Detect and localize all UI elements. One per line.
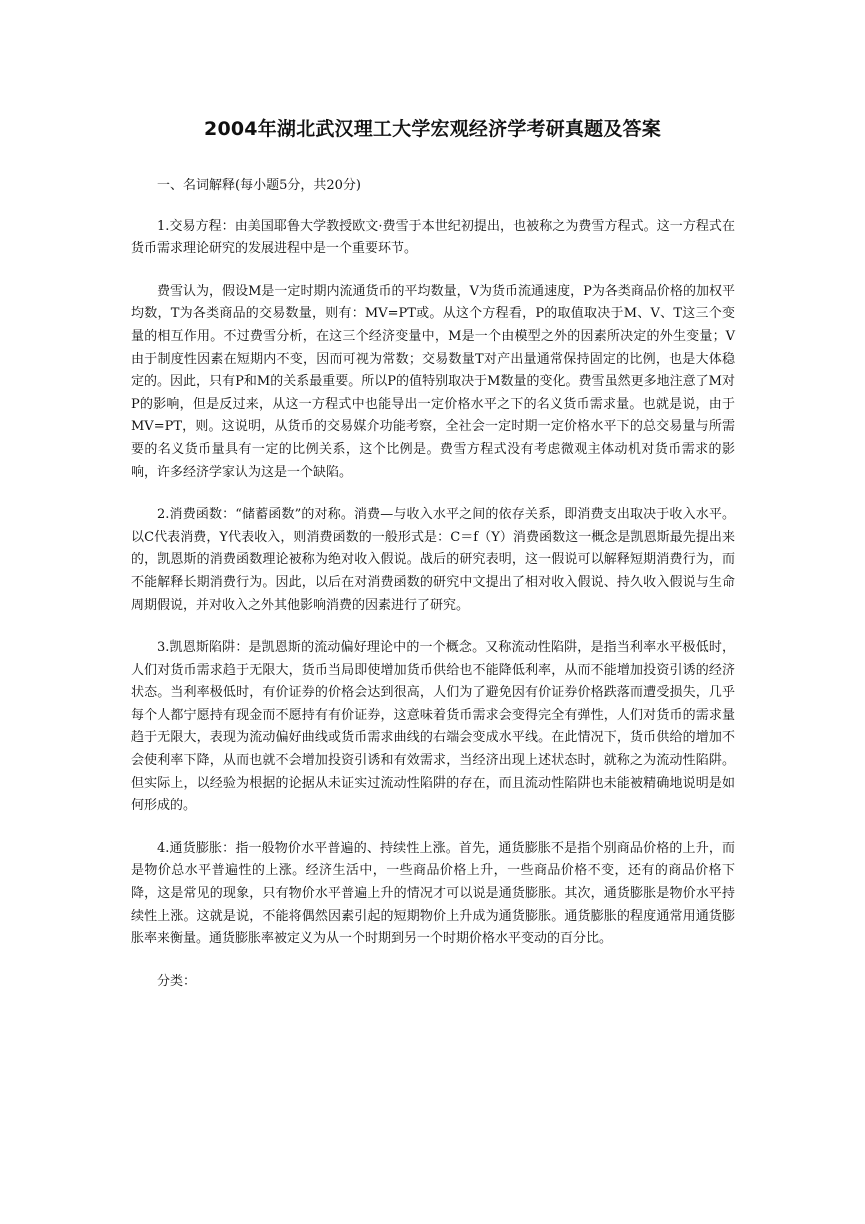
paragraph-term-2: 2.消费函数：“储蓄函数”的对称。消费—与收入水平之间的依存关系，即消费支出取决于收入水平。以C代表消费，Y代表收入，则消费函数的一般形式是：C＝f（Y）消费函数这一概念是凯恩斯最先提出来的，凯恩斯的消费函数理论被称为绝对收入假说。战后的研究表明，这一假说可以解释短期消费行为，而不能解释长期消费行为。因此，以后在对消费函数的研究中文提出了相对收入假说、持久收入假说与生命周期假说，并对收入之外其他影响消费的因素进行了研究。 [131, 507, 735, 613]
paragraph-term-3: 3.凯恩斯陷阱：是凯恩斯的流动偏好理论中的一个概念。又称流动性陷阱，是指当利率水平极低时，人们对货币需求趋于无限大，货币当局即使增加货币供给也不能降低利率，从而不能增加投资引诱的经济状态。当利率极低时，有价证券的价格会达到很高，人们为了避免因有价证券价格跌落而遭受损失，几乎每个人都宁愿持有现金而不愿持有有价证券，这意味着货币需求会变得完全有弹性，人们对货币的需求量趋于无限大，表现为流动偏好曲线或货币需求曲线的右端会变成水平线。在此情况下，货币供给的增加不会使利率下降，从而也就不会增加投资引诱和有效需求，当经济出现上述状态时，就称之为流动性陷阱。但实际上，以经验为根据的论据从未证实过流动性陷阱的存在，而且流动性陷阱也未能被精确地说明是如何形成的。 [131, 640, 735, 814]
page-title: 2004年湖北武汉理工大学宏观经济学考研真题及答案 [204, 118, 661, 140]
document-body [131, 175, 735, 1013]
paragraph-term-1: 1.交易方程：由美国耶鲁大学教授欧文·费雪于本世纪初提出，也被称之为费雪方程式。这一方程式在货币需求理论研究的发展进程中是一个重要环节。 [131, 218, 735, 257]
section-heading: 一、名词解释(每小题5分，共20分) [157, 178, 361, 193]
paragraph-classification: 分类： [157, 973, 197, 989]
paragraph-term-4: 4.通货膨胀：指一般物价水平普遍的、持续性上涨。首先，通货膨胀不是指个别商品价格的上升，而是物价总水平普遍性的上涨。经济生活中，一些商品价格上升，一些商品价格不变，还有的商品价格下降，这是常见的现象，只有物价水平普遍上升的情况才可以说是通货膨胀。其次，通货膨胀是物价水平持续性上涨。这就是说，不能将偶然因素引起的短期物价上升成为通货膨胀。通货膨胀的程度通常用通货膨胀率来衡量。通货膨胀率被定义为从一个时期到另一个时期价格水平变动的百分比。 [131, 840, 735, 947]
paragraph-fisher-explanation: 费雪认为，假设M是一定时期内流通货币的平均数量，V为货币流通速度，P为各类商品价格的加权平均数，T为各类商品的交易数量，则有：MV=PT或。从这个方程看，P的取值取决于M、V、T这三个变量的相互作用。不过费雪分析，在这三个经济变量中，M是一个由模型之外的因素所决定的外生变量；V由于制度性因素在短期内不变，因而可视为常数；交易数量T对产出量通常保持固定的比例，也是大体稳定的。因此，只有P和M的关系最重要。所以P的值特别取决于M数量的变化。费雪虽然更多地注意了M对P的影响，但是反过来，从这一方程式中也能导出一定价格水平之下的名义货币需求量。也就是说，由于MV=PT，则。这说明，从货币的交易媒介功能考察，全社会一定时期一定价格水平下的总交易量与所需要的名义货币量具有一定的比例关系，这个比例是。费雪方程式没有考虑微观主体动机对货币需求的影响，许多经济学家认为这是一个缺陷。 [131, 283, 735, 480]
